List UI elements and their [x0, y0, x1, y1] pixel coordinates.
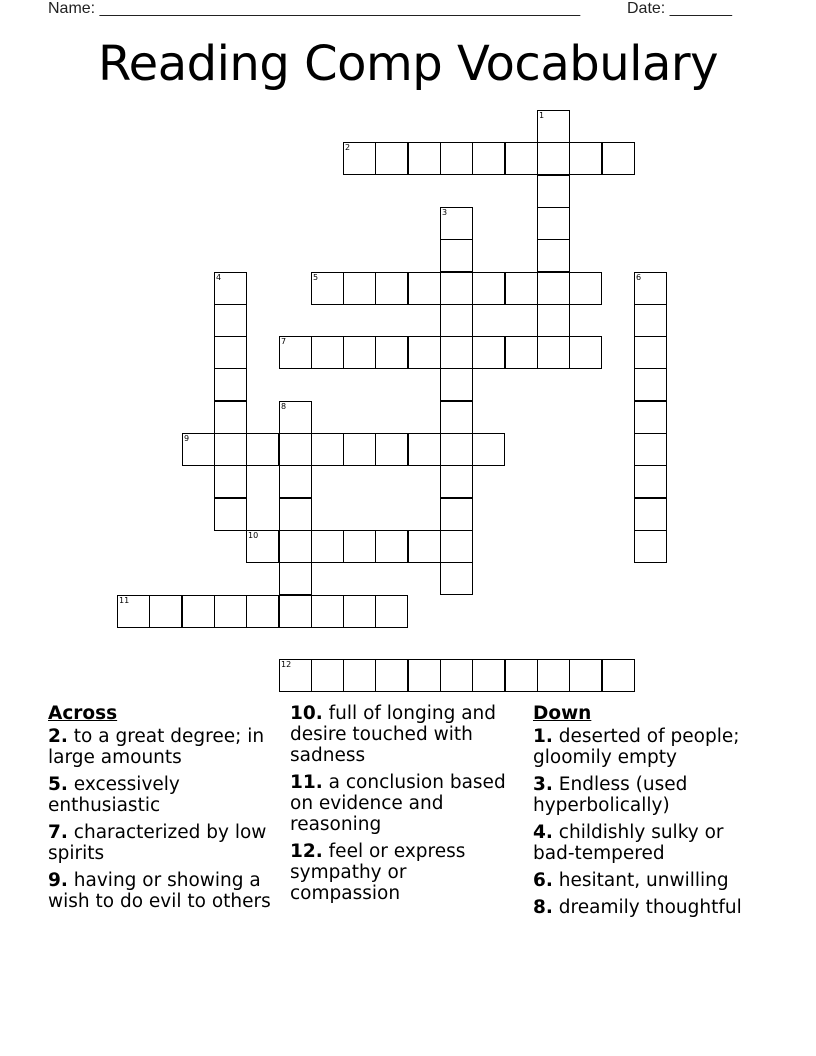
grid-cell[interactable] — [214, 272, 247, 305]
clue-number-label: 1 — [539, 111, 545, 120]
clue-number-label: 4 — [216, 273, 222, 282]
grid-cell[interactable] — [311, 272, 344, 305]
grid-cell[interactable] — [440, 272, 473, 305]
across-clues-column — [48, 703, 280, 918]
grid-cell[interactable] — [569, 659, 602, 692]
across-clue — [290, 772, 522, 835]
across-clue — [48, 726, 280, 768]
clue-number: 4. — [533, 822, 553, 843]
clue-number-label: 9 — [184, 434, 190, 443]
clue-number-label: 11 — [119, 596, 130, 605]
grid-cell[interactable] — [634, 272, 667, 305]
grid-cell[interactable] — [214, 304, 247, 337]
grid-cell[interactable] — [214, 368, 247, 401]
grid-cell[interactable] — [408, 142, 441, 175]
grid-cell[interactable] — [408, 433, 441, 466]
grid-cell[interactable] — [440, 304, 473, 337]
grid-cell[interactable] — [408, 659, 441, 692]
clue-number-label: 3 — [442, 208, 448, 217]
across-clue — [48, 774, 280, 816]
clue-number-label: 10 — [248, 531, 259, 540]
clue-text: excessively enthusiastic — [48, 774, 180, 816]
grid-cell[interactable] — [279, 595, 312, 628]
grid-cell[interactable] — [279, 465, 312, 498]
page-title: Reading Comp Vocabulary — [97, 36, 719, 92]
grid-cell[interactable] — [440, 401, 473, 434]
grid-cell[interactable] — [505, 336, 538, 369]
clue-number-label: 8 — [281, 402, 287, 411]
grid-cell[interactable] — [537, 110, 570, 143]
grid-cell[interactable] — [246, 595, 279, 628]
grid-cell[interactable] — [408, 336, 441, 369]
grid-cell[interactable] — [440, 368, 473, 401]
grid-cell[interactable] — [343, 336, 376, 369]
grid-cell[interactable] — [375, 530, 408, 563]
grid-cell[interactable] — [375, 336, 408, 369]
grid-cell[interactable] — [472, 433, 505, 466]
clue-number: 3. — [533, 774, 553, 795]
grid-cell[interactable] — [440, 530, 473, 563]
grid-cell[interactable] — [343, 272, 376, 305]
clue-number: 2. — [48, 726, 68, 747]
clue-text: hesitant, unwilling — [558, 870, 729, 891]
clue-text: full of longing and desire touched with sadness — [290, 703, 497, 766]
clue-text: feel or express sympathy or compassion — [290, 841, 466, 904]
grid-cell[interactable] — [214, 401, 247, 434]
grid-cell[interactable] — [311, 530, 344, 563]
clue-number-label: 5 — [313, 273, 319, 282]
clue-number: 12. — [290, 841, 323, 862]
grid-cell[interactable] — [472, 142, 505, 175]
grid-cell[interactable] — [343, 595, 376, 628]
clue-text: dreamily thoughtful — [558, 897, 742, 918]
grid-cell[interactable] — [311, 659, 344, 692]
grid-cell[interactable] — [537, 272, 570, 305]
grid-cell[interactable] — [537, 239, 570, 272]
down-heading: Down — [533, 703, 592, 724]
grid-cell[interactable] — [246, 530, 279, 563]
clue-text: a conclusion based on evidence and reasoning — [290, 772, 506, 835]
grid-cell[interactable] — [634, 433, 667, 466]
grid-cell[interactable] — [440, 498, 473, 531]
grid-cell[interactable] — [440, 142, 473, 175]
grid-cell[interactable] — [505, 142, 538, 175]
grid-cell[interactable] — [343, 659, 376, 692]
grid-cell[interactable] — [279, 562, 312, 595]
across-clue — [290, 703, 522, 766]
grid-cell[interactable] — [440, 562, 473, 595]
name-field-label: Name: ______________________________________________________ — [48, 0, 581, 17]
grid-cell[interactable] — [375, 142, 408, 175]
down-clue — [533, 774, 765, 816]
grid-cell[interactable] — [440, 239, 473, 272]
grid-cell[interactable] — [246, 433, 279, 466]
grid-cell[interactable] — [343, 142, 376, 175]
grid-cell[interactable] — [472, 659, 505, 692]
grid-cell[interactable] — [279, 498, 312, 531]
across-clue — [48, 822, 280, 864]
grid-cell[interactable] — [537, 175, 570, 208]
grid-cell[interactable] — [311, 433, 344, 466]
clue-number: 9. — [48, 870, 68, 891]
grid-cell[interactable] — [182, 595, 215, 628]
across-clues-continued-column — [290, 703, 522, 910]
grid-cell[interactable] — [569, 272, 602, 305]
clue-number-label: 2 — [345, 143, 351, 152]
grid-cell[interactable] — [634, 401, 667, 434]
grid-cell[interactable] — [279, 530, 312, 563]
across-clue — [290, 841, 522, 904]
clue-number: 10. — [290, 703, 323, 724]
grid-cell[interactable] — [375, 659, 408, 692]
down-clue — [533, 726, 765, 768]
grid-cell[interactable] — [634, 498, 667, 531]
grid-cell[interactable] — [375, 272, 408, 305]
clue-number-label: 7 — [281, 337, 287, 346]
grid-cell[interactable] — [602, 659, 635, 692]
grid-cell[interactable] — [311, 336, 344, 369]
clue-number: 1. — [533, 726, 553, 747]
grid-cell[interactable] — [149, 595, 182, 628]
across-clue — [48, 870, 280, 912]
grid-cell[interactable] — [375, 433, 408, 466]
grid-cell[interactable] — [602, 142, 635, 175]
clue-number-label: 6 — [636, 273, 642, 282]
grid-cell[interactable] — [634, 368, 667, 401]
grid-cell[interactable] — [505, 659, 538, 692]
down-clue — [533, 897, 765, 918]
down-clue — [533, 870, 765, 891]
grid-cell[interactable] — [408, 272, 441, 305]
grid-cell[interactable] — [279, 336, 312, 369]
grid-cell[interactable] — [375, 595, 408, 628]
grid-cell[interactable] — [537, 304, 570, 337]
grid-cell[interactable] — [537, 142, 570, 175]
grid-cell[interactable] — [214, 595, 247, 628]
clue-number: 5. — [48, 774, 68, 795]
grid-cell[interactable] — [440, 465, 473, 498]
grid-cell[interactable] — [634, 530, 667, 563]
grid-cell[interactable] — [472, 272, 505, 305]
grid-cell[interactable] — [117, 595, 150, 628]
grid-cell[interactable] — [343, 530, 376, 563]
across-heading: Across — [48, 703, 118, 724]
clue-text: childishly sulky or bad-tempered — [533, 822, 724, 864]
grid-cell[interactable] — [472, 336, 505, 369]
grid-cell[interactable] — [440, 207, 473, 240]
grid-cell[interactable] — [214, 465, 247, 498]
grid-cell[interactable] — [311, 595, 344, 628]
grid-cell[interactable] — [343, 433, 376, 466]
clue-text: characterized by low spirits — [48, 822, 267, 864]
grid-cell[interactable] — [569, 336, 602, 369]
clue-text: deserted of people; gloomily empty — [533, 726, 740, 768]
grid-cell[interactable] — [214, 433, 247, 466]
clue-number: 6. — [533, 870, 553, 891]
grid-cell[interactable] — [634, 465, 667, 498]
grid-cell[interactable] — [214, 336, 247, 369]
grid-cell[interactable] — [182, 433, 215, 466]
grid-cell[interactable] — [440, 659, 473, 692]
down-clue — [533, 822, 765, 864]
grid-cell[interactable] — [279, 433, 312, 466]
grid-cell[interactable] — [279, 659, 312, 692]
grid-cell[interactable] — [634, 336, 667, 369]
grid-cell[interactable] — [279, 401, 312, 434]
grid-cell[interactable] — [537, 207, 570, 240]
clue-number: 8. — [533, 897, 553, 918]
down-clues-column — [533, 703, 765, 924]
clue-number-label: 12 — [281, 660, 292, 669]
clue-number: 7. — [48, 822, 68, 843]
clue-text: Endless (used hyperbolically) — [533, 774, 688, 816]
grid-cell[interactable] — [440, 433, 473, 466]
clue-text: to a great degree; in large amounts — [48, 726, 265, 768]
grid-cell[interactable] — [505, 272, 538, 305]
grid-cell[interactable] — [214, 498, 247, 531]
clue-text: having or showing a wish to do evil to others — [48, 870, 271, 912]
grid-cell[interactable] — [634, 304, 667, 337]
grid-cell[interactable] — [537, 336, 570, 369]
clue-number: 11. — [290, 772, 323, 793]
grid-cell[interactable] — [537, 659, 570, 692]
grid-cell[interactable] — [569, 142, 602, 175]
date-field-label: Date: _______ — [627, 0, 732, 17]
grid-cell[interactable] — [440, 336, 473, 369]
grid-cell[interactable] — [408, 530, 441, 563]
